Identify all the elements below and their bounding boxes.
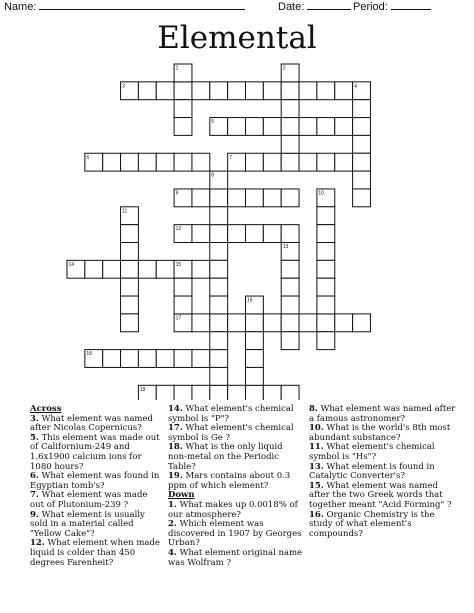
grid-cell[interactable] [121,278,139,296]
grid-cell[interactable] [228,82,246,100]
clue-number: 3. [30,413,39,424]
clue-text: What element is found in Catalytic Converter's? [309,461,435,482]
grid-cell[interactable] [353,171,371,189]
clue-number: 15. [309,480,324,491]
grid-cell[interactable] [263,314,281,332]
grid-cell[interactable] [210,332,228,350]
grid-cell[interactable] [103,153,121,171]
grid-cell[interactable] [263,189,281,207]
grid-cell[interactable] [121,243,139,261]
grid-cell[interactable] [281,314,299,332]
clue-item [30,434,162,472]
grid-cell[interactable] [192,153,210,171]
down-heading: Down [168,490,195,501]
grid-cell[interactable] [317,314,335,332]
clue-text: What element was named after the two Greek words that together meant "Acid Forming" ? [309,480,452,510]
clue-number: 14. [168,404,183,414]
grid-cell[interactable] [228,385,246,400]
grid-cell[interactable] [263,225,281,243]
clue-text: What element is usually sold in a material called "Yellow Cake"? [30,509,145,539]
grid-cell[interactable] [317,260,335,278]
clue-text: Which element was discovered in 1907 by Georges Urban? [168,519,302,549]
grid-cell[interactable] [156,153,174,171]
clue-text: What element was made out of Plutonium-239 ? [30,490,148,510]
clue-text: What element's chemical symbol is Ge ? [168,423,294,443]
clue-text: What is the world's 8th most abundant substance? [309,423,451,443]
grid-cell[interactable] [174,296,192,314]
grid-number: 9 [175,190,179,197]
grid-cell[interactable] [281,135,299,153]
grid-cell[interactable] [281,296,299,314]
grid-cell[interactable] [192,385,210,400]
grid-cell[interactable] [246,189,264,207]
clue-item [30,491,162,510]
clue-number: 8. [309,404,318,414]
grid-cell[interactable] [210,367,228,385]
grid-cell[interactable] [192,350,210,368]
grid-cell[interactable] [174,278,192,296]
grid-cell[interactable] [246,153,264,171]
clue-number: 5. [30,432,39,443]
grid-cell[interactable] [103,260,121,278]
grid-cell[interactable] [210,385,228,400]
grid-cell[interactable] [192,82,210,100]
grid-cell[interactable] [335,314,353,332]
grid-number: 6 [86,154,90,161]
grid-cell[interactable] [353,118,371,136]
grid-cell[interactable] [263,118,281,136]
grid-cell[interactable] [281,385,299,400]
grid-cell[interactable] [281,278,299,296]
grid-cell[interactable] [317,243,335,261]
name-label: Name: [4,1,37,13]
grid-cell[interactable] [138,153,156,171]
grid-cell[interactable] [174,100,192,118]
clue-item [309,443,457,462]
clue-text: Mars contains about 0.3 ppm of which element? [168,471,291,491]
clue-column-1 [30,405,162,568]
clue-column-2 [168,405,304,568]
clue-number: 9. [30,509,39,520]
clue-number: 2. [168,519,177,530]
grid-cell[interactable] [335,118,353,136]
period-label: Period: [353,1,388,13]
grid-cell[interactable] [103,350,121,368]
clue-text: What element's chemical symbol is "Hs"? [309,442,435,462]
grid-cell[interactable] [263,153,281,171]
grid-cell[interactable] [335,153,353,171]
grid-cell[interactable] [174,350,192,368]
grid-cell[interactable] [299,82,317,100]
grid-cell[interactable] [121,260,139,278]
grid-number: 12 [175,226,182,233]
clue-item [309,405,457,424]
grid-cell[interactable] [156,385,174,400]
clue-item [30,539,162,568]
grid-cell[interactable] [228,314,246,332]
grid-cell[interactable] [317,153,335,171]
clue-number: 11. [309,442,324,453]
date-label: Date: [278,1,305,13]
grid-number: 14 [68,261,75,268]
clue-item [168,520,304,549]
grid-cell[interactable] [317,82,335,100]
clue-item [168,443,304,472]
grid-number: 4 [354,83,357,90]
clue-text: What element was found in Egyptian tomb's? [30,471,160,491]
grid-cell[interactable] [299,153,317,171]
clue-text: This element was made out of Californium-249 and 1.6x1900 calcium ions for 1080 hours? [30,432,160,472]
grid-cell[interactable] [121,314,139,332]
grid-cell[interactable] [210,82,228,100]
grid-number: 16 [247,297,253,304]
grid-cell[interactable] [210,243,228,261]
grid-cell[interactable] [317,278,335,296]
grid-cell[interactable] [353,100,371,118]
clue-number: 17. [168,423,183,434]
grid-number: 1 [175,65,179,72]
grid-number: 2 [282,65,286,72]
grid-cell[interactable] [210,260,228,278]
clue-number: 10. [309,423,324,434]
clue-text: What element was named after Nicolas Copernicus? [30,413,153,434]
clue-item [168,501,304,520]
grid-cell[interactable] [281,100,299,118]
grid-cell[interactable] [353,314,371,332]
clue-item [168,472,304,491]
grid-cell[interactable] [281,82,299,100]
clue-item [309,511,457,540]
grid-cell[interactable] [246,82,264,100]
grid-cell[interactable] [210,189,228,207]
grid-cell[interactable] [192,189,210,207]
grid-cell[interactable] [138,260,156,278]
grid-cell[interactable] [174,82,192,100]
grid-number: 5 [211,119,215,126]
grid-cell[interactable] [317,118,335,136]
grid-number: 7 [229,154,232,161]
grid-number: 15 [175,261,182,268]
grid-cell[interactable] [281,225,299,243]
clue-item [168,424,304,443]
clue-number: 12. [30,538,45,549]
grid-cell[interactable] [317,332,335,350]
clue-text: Organic Chemistry is the study of what element's compounds? [309,509,435,539]
grid-cell[interactable] [210,278,228,296]
grid-cell[interactable] [156,260,174,278]
grid-cell[interactable] [246,118,264,136]
clue-item [30,511,162,540]
grid-cell[interactable] [317,225,335,243]
grid-cell[interactable] [192,314,210,332]
clue-text: What element's chemical symbol is "P"? [168,404,294,424]
grid-number: 3 [122,83,125,90]
clue-item [168,549,304,568]
grid-cell[interactable] [281,153,299,171]
grid-cell[interactable] [246,314,264,332]
grid-cell[interactable] [246,385,264,400]
grid-number: 19 [139,386,146,393]
grid-number: 10 [318,190,324,197]
clue-number: 1. [168,499,177,510]
clue-item [30,472,162,491]
clue-number: 16. [309,509,324,520]
across-heading: Across [30,404,62,414]
grid-number: 18 [86,351,92,358]
clue-text: What makes up 0.0018% of our atmosphere? [168,499,298,520]
grid-cell[interactable] [174,385,192,400]
grid-cell[interactable] [210,350,228,368]
page-title: Elemental [157,20,317,56]
clue-item [30,415,162,434]
grid-cell[interactable] [121,225,139,243]
clue-item [309,482,457,511]
clue-number: 19. [168,471,183,482]
grid-number: 11 [122,208,128,215]
grid-cell[interactable] [281,189,299,207]
clue-text: What element when made liquid is colder than 450 degrees Farenheit? [30,538,160,568]
grid-cell[interactable] [335,82,353,100]
grid-cell[interactable] [246,332,264,350]
grid-cell[interactable] [210,296,228,314]
grid-cell[interactable] [263,385,281,400]
clue-text: What element original name was Wolfram ? [168,547,303,568]
grid-cell[interactable] [246,350,264,368]
grid-cell[interactable] [299,314,317,332]
grid-cell[interactable] [353,135,371,153]
grid-cell[interactable] [121,153,139,171]
grid-cell[interactable] [353,189,371,207]
grid-cell[interactable] [174,118,192,136]
grid-cell[interactable] [210,314,228,332]
clue-number: 6. [30,471,39,482]
grid-cell[interactable] [299,118,317,136]
grid-cell[interactable] [281,260,299,278]
clue-item [309,424,457,443]
grid-cell[interactable] [192,260,210,278]
grid-cell[interactable] [138,82,156,100]
grid-cell[interactable] [156,82,174,100]
clue-column-3 [309,405,457,539]
clue-text: What is the only liquid non-metal on the Periodic Table? [168,442,283,472]
grid-cell[interactable] [263,82,281,100]
clue-item [309,463,457,482]
grid-number: 13 [282,244,289,250]
clue-text: What element was named after a famous astronomer? [309,404,456,424]
grid-cell[interactable] [281,118,299,136]
clue-number: 7. [30,490,39,501]
grid-cell[interactable] [174,153,192,171]
clue-item [168,405,304,424]
grid-cell[interactable] [246,225,264,243]
grid-cell[interactable] [228,118,246,136]
grid-cell[interactable] [317,207,335,225]
clue-number: 18. [168,442,183,453]
grid-cell[interactable] [246,367,264,385]
grid-cell[interactable] [210,207,228,225]
grid-cell[interactable] [156,350,174,368]
clue-number: 4. [168,547,177,558]
grid-cell[interactable] [353,153,371,171]
grid-cell[interactable] [228,225,246,243]
grid-cell[interactable] [138,350,156,368]
grid-cell[interactable] [281,332,299,350]
grid-number: 8 [211,172,215,179]
grid-cell[interactable] [317,296,335,314]
grid-cell[interactable] [121,296,139,314]
grid-cell[interactable] [121,350,139,368]
grid-number: 17 [175,315,182,322]
clue-number: 13. [309,461,324,472]
grid-cell[interactable] [228,189,246,207]
grid-cell[interactable] [85,260,103,278]
grid-cell[interactable] [192,225,210,243]
grid-cell[interactable] [210,225,228,243]
